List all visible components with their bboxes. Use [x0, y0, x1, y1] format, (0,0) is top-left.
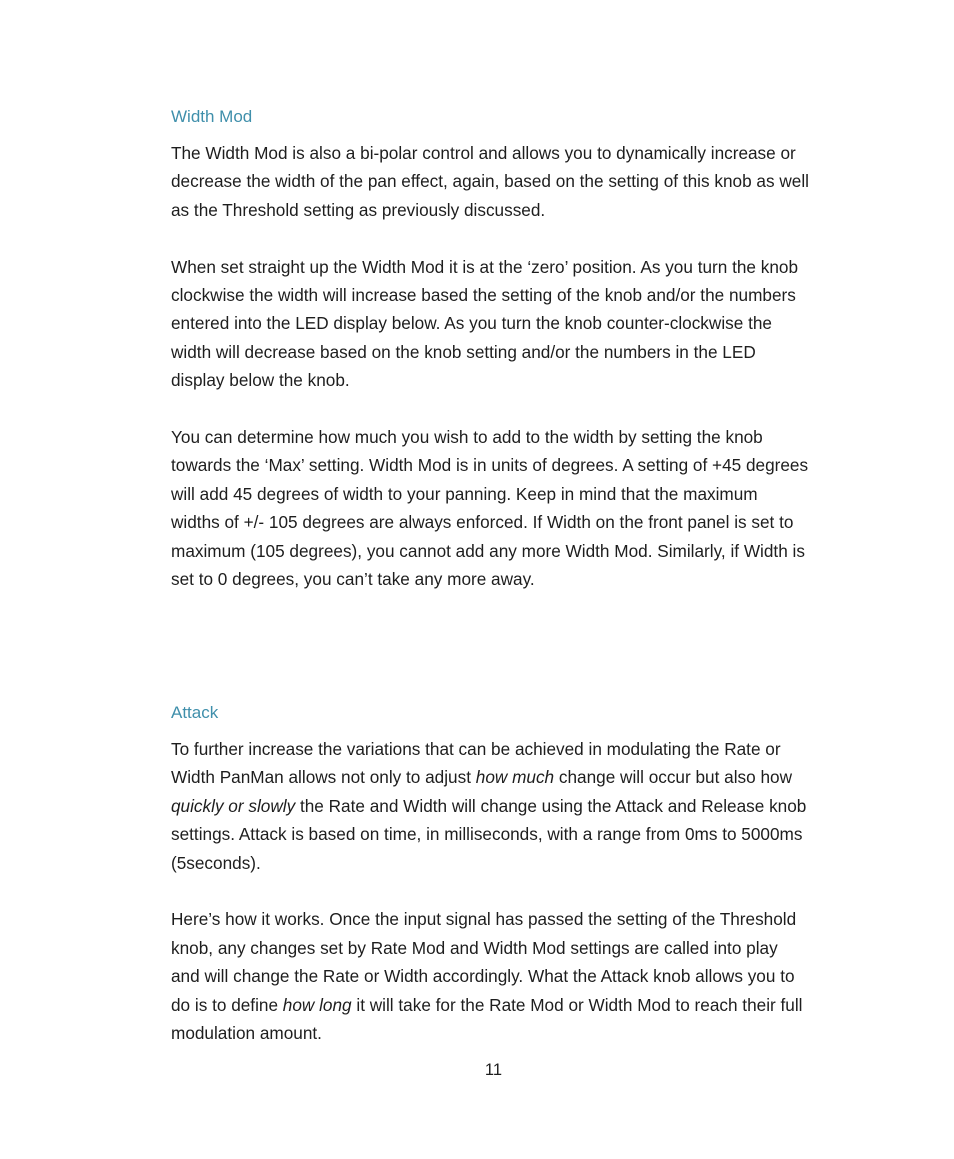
paragraph-attack-intro — [171, 735, 811, 877]
paragraph-attack-how-it-works — [171, 905, 811, 1047]
text-run: it will take for the Rate Mod or Width Mod to reach their full modulation amount. — [171, 994, 803, 1044]
italic-text-run: quickly or slowly — [171, 795, 296, 816]
section-heading-attack: Attack — [171, 703, 219, 722]
paragraph-width-mod-zero-position: When set straight up the Width Mod it is at the ‘zero’ position. As you turn the knob clockwise the width will increase based the setting of the knob and/or the numbers entered into the LED display below. As you turn the knob counter-clockwise the width will decrease based on the knob setting and/or the numbers in the LED display below the knob. — [171, 256, 799, 391]
italic-text-run: how long — [282, 994, 352, 1015]
section-width-mod — [171, 105, 811, 593]
paragraph-width-mod-intro: The Width Mod is also a bi-polar control and allows you to dynamically increase or decrease the width of the pan effect, again, based on the setting of this knob as well as the Threshold setting as previously discussed. — [171, 143, 809, 220]
text-run: To further increase the variations that can be achieved in modulating the Rate or Width PanMan allows not only to adjust — [171, 739, 781, 788]
text-run: Here’s how it works. Once the input signal has passed the setting of the Threshold knob, any changes set by Rate Mod and Width Mod settings are called into play and will change the Rate or Width accordingly. What the Attack knob allows you to do is to define — [171, 909, 797, 1015]
text-run: change will occur but also how — [554, 767, 792, 788]
section-attack — [171, 701, 811, 1047]
page-number: 11 — [484, 1061, 503, 1079]
text-run: the Rate and Width will change using the Attack and Release knob settings. Attack is based on time, in milliseconds, with a range from 0ms to 5000ms (5seconds). — [171, 795, 807, 873]
italic-text-run: how much — [475, 767, 555, 788]
section-heading-width-mod: Width Mod — [171, 107, 253, 126]
paragraph-width-mod-degrees: You can determine how much you wish to add to the width by setting the knob towards the ‘Max’ setting. Width Mod is in units of degrees. A setting of +45 degrees will add 45 degrees of width to your panning. Keep in mind that the maximum widths of +/- 105 degrees are always enforced. If Width on the front panel is set to maximum (105 degrees), you cannot add any more Width Mod. Similarly, if Width is set to 0 degrees, you can’t take any more away. — [171, 427, 809, 590]
